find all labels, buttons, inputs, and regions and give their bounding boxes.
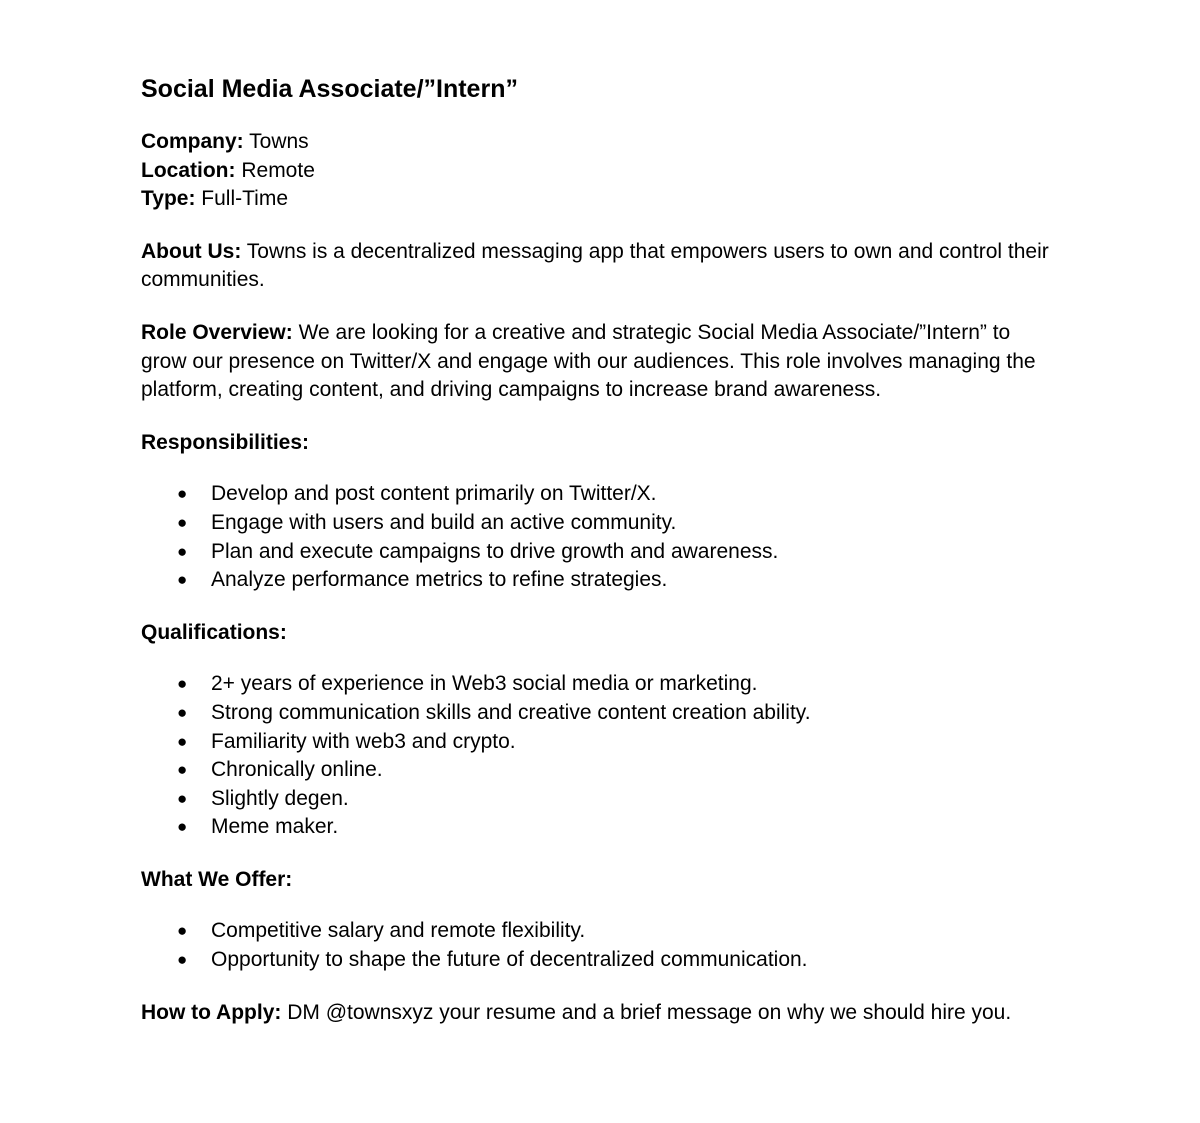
bullet-icon: ● [177, 731, 188, 751]
bullet-icon: ● [177, 484, 188, 504]
bullet-icon: ● [177, 674, 188, 694]
bullet-icon: ● [177, 512, 188, 532]
bullet-icon: ● [177, 921, 188, 941]
list-item-text: Develop and post content primarily on Twitter/X. [211, 482, 657, 506]
location-line [141, 157, 1061, 186]
location-value: Remote [241, 158, 315, 182]
list-item [141, 566, 1061, 595]
list-item-text: Meme maker. [211, 815, 339, 839]
bullet-icon: ● [177, 702, 188, 722]
company-line [141, 128, 1061, 157]
list-item [141, 785, 1061, 814]
location-label: Location: [141, 158, 236, 182]
offer-list [141, 917, 1061, 974]
list-item [141, 728, 1061, 757]
apply-section [141, 999, 1061, 1028]
company-label: Company: [141, 130, 244, 153]
bullet-icon: ● [177, 760, 188, 780]
job-posting [141, 73, 1061, 1027]
list-item-text: 2+ years of experience in Web3 social media or marketing. [211, 672, 758, 696]
apply-text: DM @townsxyz your resume and a brief message on why we should hire you. [287, 1000, 1012, 1024]
role-overview-text: We are looking for a creative and strategic Social Media Associate/”Intern” to grow our presence on Twitter/X and engage with our audiences. This role involves managing the platform, creating content, and driving campaigns to increase brand awareness. [141, 320, 1036, 402]
bullet-icon: ● [177, 817, 188, 837]
role-overview-section [141, 319, 1061, 405]
list-item [141, 538, 1061, 567]
qualifications-list [141, 670, 1061, 842]
list-item-text: Familiarity with web3 and crypto. [211, 729, 516, 753]
type-label: Type: [141, 187, 196, 211]
list-item-text: Analyze performance metrics to refine strategies. [211, 568, 668, 592]
offer-heading: What We Offer: [141, 867, 293, 891]
job-title: Social Media Associate/”Intern” [141, 75, 518, 103]
list-item-text: Strong communication skills and creative content creation ability. [211, 700, 811, 724]
list-item-text: Slightly degen. [211, 786, 349, 810]
list-item [141, 509, 1061, 538]
list-item [141, 813, 1061, 842]
type-line [141, 185, 1061, 214]
about-text: Towns is a decentralized messaging app that empowers users to own and control their communities. [141, 239, 1049, 292]
list-item [141, 699, 1061, 728]
apply-label: How to Apply: [141, 1000, 282, 1024]
role-overview-label: Role Overview: [141, 320, 293, 344]
about-label: About Us: [141, 239, 242, 263]
list-item [141, 480, 1061, 509]
list-item-text: Engage with users and build an active community. [211, 510, 677, 534]
list-item [141, 917, 1061, 946]
list-item [141, 946, 1061, 975]
type-value: Full-Time [201, 187, 289, 211]
bullet-icon: ● [177, 570, 188, 590]
company-value: Towns [249, 130, 309, 153]
list-item-text: Plan and execute campaigns to drive growth and awareness. [211, 539, 779, 563]
list-item [141, 756, 1061, 785]
qualifications-heading: Qualifications: [141, 620, 287, 644]
list-item [141, 670, 1061, 699]
bullet-icon: ● [177, 541, 188, 561]
list-item-text: Competitive salary and remote flexibility. [211, 919, 586, 943]
bullet-icon: ● [177, 788, 188, 808]
job-meta [141, 128, 1061, 214]
bullet-icon: ● [177, 950, 188, 970]
about-section [141, 238, 1061, 295]
responsibilities-heading: Responsibilities: [141, 430, 310, 454]
list-item-text: Chronically online. [211, 758, 383, 782]
responsibilities-list [141, 480, 1061, 594]
list-item-text: Opportunity to shape the future of decentralized communication. [211, 948, 808, 972]
